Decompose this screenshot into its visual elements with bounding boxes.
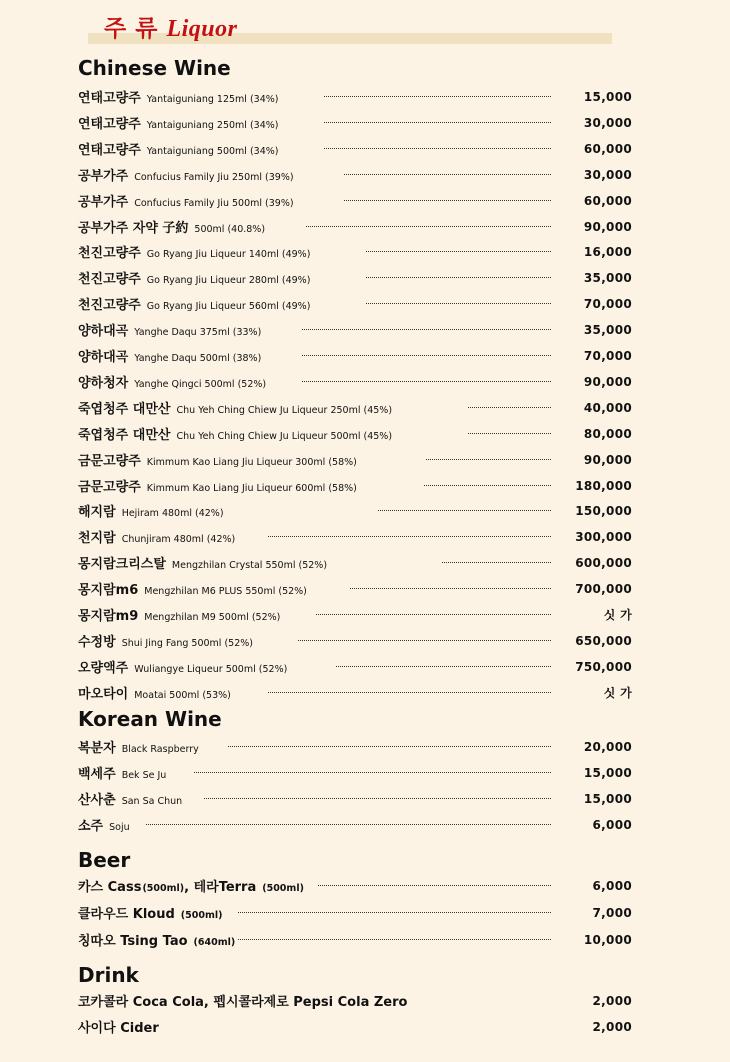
- menu-item-row: [78, 87, 632, 107]
- menu-item-english-name: Kimmum Kao Liang Jiu Liqueur 600ml (58%): [146, 482, 357, 494]
- dot-leader: [268, 532, 551, 537]
- menu-item-name: [78, 789, 182, 812]
- menu-item-korean-name: 죽엽청주 대만산: [78, 401, 171, 417]
- menu-item-name: [78, 165, 294, 188]
- menu-item-price: 40,000: [583, 400, 632, 415]
- menu-item-english-name: Yanghe Daqu 500ml (38%): [134, 353, 262, 364]
- menu-item-name: [78, 424, 392, 447]
- menu-item-name: [78, 191, 294, 214]
- menu-item-price: 60,000: [583, 193, 632, 208]
- menu-item-row: [78, 1017, 632, 1037]
- menu-item-price: 2,000: [592, 994, 632, 1008]
- menu-item-english-name: 500ml (40.8%): [194, 223, 266, 235]
- menu-item-row: [78, 789, 632, 809]
- dot-leader: [426, 455, 551, 460]
- menu-item-korean-name: 복분자: [78, 741, 116, 756]
- menu-item-korean-name: 클라우드 Kloud: [78, 907, 175, 922]
- menu-item-name: [78, 1017, 159, 1039]
- menu-item-row: [78, 763, 632, 783]
- menu-item-price: 싯 가: [603, 608, 632, 622]
- menu-item-korean-name: 양하대곡: [78, 350, 129, 365]
- menu-item-korean-name: 공부가주 자약 子約: [78, 220, 189, 236]
- menu-item-english-name: Moatai 500ml (53%): [134, 689, 231, 701]
- menu-item-name: [78, 242, 310, 265]
- menu-item-row: [78, 657, 632, 677]
- menu-item-name: [78, 763, 166, 786]
- menu-item-price: 15,000: [583, 792, 632, 806]
- menu-item-name: [78, 579, 307, 602]
- dot-leader: [306, 222, 551, 227]
- dot-leader: [238, 935, 551, 940]
- menu-item-english-name: Yanghe Daqu 375ml (33%): [134, 327, 262, 339]
- menu-item-english-name: Shui Jing Fang 500ml (52%): [121, 637, 253, 649]
- menu-item-row: [78, 930, 632, 950]
- menu-item-korean-name: 오량액주: [78, 660, 129, 676]
- menu-item-price: 2,000: [592, 1020, 632, 1034]
- menu-item-english-name: Yantaiguniang 250ml (34%): [146, 119, 279, 131]
- menu-item-english-name: Chunjiram 480ml (42%): [121, 534, 236, 546]
- menu-item-korean-name: 칭따오 Tsing Tao: [78, 934, 188, 949]
- dot-leader: [378, 506, 551, 511]
- menu-item-row: [78, 398, 632, 418]
- menu-item-name: [78, 217, 265, 240]
- menu-item-english-name: Yantaiguniang 125ml (34%): [146, 94, 279, 105]
- menu-item-english-name: (500ml): [180, 910, 223, 921]
- menu-item-korean-name: 금문고량주: [78, 453, 141, 469]
- menu-item-korean-name: 몽지람크리스탈: [78, 557, 166, 573]
- dot-leader: [324, 118, 551, 123]
- menu-item-name: [78, 139, 279, 162]
- menu-item-price: 60,000: [583, 141, 632, 156]
- menu-item-price: 싯 가: [603, 685, 632, 700]
- dot-leader: [238, 908, 551, 913]
- menu-item-english-name: Chu Yeh Ching Chiew Ju Liqueur 250ml (45%): [176, 404, 393, 416]
- dot-leader: [302, 325, 551, 330]
- dot-leader: [298, 636, 551, 641]
- menu-item-row: [78, 268, 632, 288]
- menu-item-name: [78, 553, 327, 576]
- menu-item-name: [78, 683, 231, 706]
- menu-item-english-name: Chu Yeh Ching Chiew Ju Liqueur 500ml (45%): [176, 430, 393, 442]
- menu-item-english-name: Confucius Family Jiu 500ml (39%): [134, 197, 294, 209]
- menu-item-english-name: Yantaiguniang 500ml (34%): [146, 145, 279, 157]
- dot-leader: [228, 742, 551, 747]
- menu-item-volume: (500ml): [142, 883, 185, 894]
- menu-item-row: [78, 903, 632, 923]
- menu-item-english-name: Black Raspberry: [121, 744, 199, 755]
- menu-item-price: 90,000: [583, 374, 632, 389]
- dot-leader: [302, 351, 551, 356]
- menu-item-korean-name: 양하대곡: [78, 324, 129, 340]
- menu-item-name: [78, 930, 235, 953]
- menu-item-row: [78, 476, 632, 496]
- menu-item-price: 650,000: [575, 633, 632, 648]
- menu-item-korean-name: 천지람: [78, 531, 116, 547]
- dot-leader: [344, 196, 551, 201]
- menu-item-name: [78, 87, 279, 110]
- dot-leader: [366, 299, 551, 304]
- menu-item-row: [78, 579, 632, 599]
- menu-item-price: 30,000: [583, 167, 632, 182]
- menu-item-name: [78, 346, 261, 369]
- menu-item-korean-name: 천진고량주: [78, 298, 141, 314]
- menu-item-row: [78, 217, 632, 237]
- menu-item-price: 90,000: [583, 452, 632, 467]
- menu-item-korean-name: 연태고량주: [78, 116, 141, 132]
- menu-item-korean-name: 죽엽청주 대만산: [78, 427, 171, 443]
- menu-item-korean-name: 공부가주: [78, 194, 129, 210]
- menu-item-price: 35,000: [583, 323, 632, 338]
- menu-item-row: [78, 605, 632, 625]
- dot-leader: [194, 768, 551, 773]
- menu-item-price: 10,000: [583, 933, 632, 947]
- menu-item-name: [78, 657, 287, 680]
- menu-item-price: 150,000: [575, 504, 632, 519]
- menu-item-row: [78, 346, 632, 366]
- menu-item-price: 180,000: [575, 478, 632, 493]
- menu-item-korean-name: 연태고량주: [78, 91, 141, 106]
- menu-item-english-name: Go Ryang Jiu Liqueur 560ml (49%): [146, 301, 311, 313]
- menu-item-row: [78, 294, 632, 314]
- dot-leader: [146, 820, 551, 825]
- menu-item-name: [78, 113, 279, 136]
- menu-item-row: [78, 113, 632, 133]
- menu-item-korean-name: 몽지람m6: [78, 583, 139, 599]
- menu-item-name: [78, 294, 310, 317]
- menu-item-english-name: Bek Se Ju: [121, 770, 167, 781]
- menu-item-row: [78, 191, 632, 211]
- menu-item-korean-name: 천진고량주: [78, 272, 141, 288]
- dot-leader: [350, 584, 551, 589]
- menu-item-row: [78, 991, 632, 1011]
- menu-item-row: [78, 876, 632, 896]
- menu-item-name: [78, 398, 392, 421]
- menu-item-price: 7,000: [592, 906, 632, 920]
- menu-item-price: 80,000: [583, 426, 632, 441]
- menu-item-english-name: Wuliangye Liqueur 500ml (52%): [134, 663, 288, 675]
- dot-leader: [442, 558, 551, 563]
- menu-item-price: 70,000: [583, 349, 632, 363]
- menu-item-korean-name: 몽지람m9: [78, 609, 139, 624]
- menu-item-english-name: Confucius Family Jiu 250ml (39%): [134, 171, 294, 183]
- menu-item-name: [78, 815, 130, 838]
- menu-item-name: [78, 372, 266, 395]
- menu-item-row: [78, 424, 632, 444]
- menu-item-korean-name: 산사춘: [78, 793, 116, 808]
- dot-leader: [204, 794, 551, 799]
- menu-item-english-name: Mengzhilan Crystal 550ml (52%): [171, 560, 328, 572]
- menu-item-row: [78, 372, 632, 392]
- menu-item-korean-name-2: , 테라Terra: [184, 880, 257, 895]
- menu-item-english-name: Mengzhilan M6 PLUS 550ml (52%): [144, 586, 307, 598]
- menu-item-english-name: Soju: [109, 822, 130, 833]
- dot-leader: [318, 881, 551, 886]
- dot-leader: [324, 144, 551, 149]
- menu-item-korean-name: 천진고량주: [78, 246, 141, 262]
- dot-leader: [366, 273, 551, 278]
- menu-item-korean-name: 양하청자: [78, 375, 129, 391]
- menu-item-price: 20,000: [583, 740, 632, 754]
- menu-item-korean-name: 해지람: [78, 505, 116, 521]
- dot-leader: [468, 403, 551, 408]
- menu-item-name: [78, 527, 235, 550]
- menu-item-name: [78, 450, 357, 473]
- menu-item-name: [78, 268, 310, 291]
- menu-item-row: [78, 631, 632, 651]
- menu-item-name: [78, 476, 357, 499]
- dot-leader: [316, 610, 551, 615]
- menu-item-row: [78, 242, 632, 262]
- menu-item-korean-name: 수정방: [78, 634, 116, 650]
- menu-item-english-name: (500ml): [262, 883, 304, 894]
- menu-item-name: [78, 903, 222, 926]
- menu-item-row: [78, 683, 632, 703]
- menu-item-english-name: Kimmum Kao Liang Jiu Liqueur 300ml (58%): [146, 456, 357, 468]
- menu-item-name: [78, 991, 407, 1013]
- menu-item-name: [78, 501, 224, 524]
- menu-item-korean-name: 백세주: [78, 767, 116, 782]
- section-title-korean-wine: Korean Wine: [78, 707, 222, 731]
- menu-item-row: [78, 139, 632, 159]
- section-title-chinese-wine: Chinese Wine: [78, 56, 231, 80]
- section-title-beer: Beer: [78, 848, 131, 872]
- dot-leader: [344, 170, 551, 175]
- dot-leader: [366, 247, 551, 252]
- menu-title: [104, 10, 237, 43]
- menu-item-row: [78, 737, 632, 757]
- menu-item-price: 30,000: [583, 115, 632, 130]
- menu-header: [88, 8, 612, 48]
- menu-item-row: [78, 450, 632, 470]
- menu-item-price: 16,000: [583, 245, 632, 260]
- menu-item-english-name: Go Ryang Jiu Liqueur 140ml (49%): [146, 249, 311, 261]
- menu-item-english-name: (640ml): [193, 937, 236, 948]
- menu-item-korean-name: 카스 Cass: [78, 880, 142, 895]
- menu-item-price: 35,000: [583, 271, 632, 286]
- menu-item-korean-name: 금문고량주: [78, 479, 141, 495]
- menu-item-row: [78, 320, 632, 340]
- section-title-drink: Drink: [78, 963, 139, 987]
- menu-item-english-name: Hejiram 480ml (42%): [121, 508, 224, 520]
- menu-item-name: [78, 631, 253, 654]
- menu-item-row: [78, 501, 632, 521]
- menu-item-korean-name: 코카콜라 Coca Cola, 펩시콜라제로 Pepsi Cola Zero: [78, 995, 408, 1010]
- menu-item-row: [78, 553, 632, 573]
- menu-item-price: 15,000: [583, 90, 632, 104]
- menu-item-price: 90,000: [583, 219, 632, 234]
- menu-title-english: Liquor: [166, 16, 238, 42]
- menu-item-row: [78, 527, 632, 547]
- menu-item-korean-name: 연태고량주: [78, 142, 141, 158]
- menu-item-english-name: San Sa Chun: [121, 796, 183, 807]
- menu-item-price: 700,000: [575, 582, 632, 597]
- dot-leader: [336, 662, 551, 667]
- menu-item-korean-name: 공부가주: [78, 168, 129, 184]
- menu-item-price: 600,000: [575, 556, 632, 571]
- menu-item-name: [78, 737, 199, 760]
- dot-leader: [424, 481, 551, 486]
- dot-leader: [468, 429, 551, 434]
- menu-item-price: 70,000: [583, 297, 632, 312]
- menu-item-english-name: Go Ryang Jiu Liqueur 280ml (49%): [146, 275, 311, 287]
- menu-item-korean-name: 소주: [78, 819, 104, 834]
- dot-leader: [302, 377, 551, 382]
- menu-title-korean: 주 류: [104, 15, 158, 42]
- menu-item-price: 6,000: [592, 879, 632, 893]
- menu-item-name: [78, 605, 280, 628]
- menu-item-row: [78, 165, 632, 185]
- menu-item-korean-name: 마오타이: [78, 686, 129, 702]
- menu-item-korean-name: 사이다 Cider: [78, 1021, 159, 1036]
- menu-item-english-name: Yanghe Qingci 500ml (52%): [134, 378, 267, 390]
- menu-item-price: 750,000: [575, 659, 632, 674]
- menu-item-english-name: Mengzhilan M9 500ml (52%): [144, 612, 281, 623]
- menu-item-name: [78, 320, 261, 343]
- dot-leader: [268, 688, 551, 693]
- menu-item-price: 6,000: [592, 818, 632, 832]
- dot-leader: [324, 92, 551, 97]
- menu-item-price: 300,000: [575, 530, 632, 545]
- menu-item-name: [78, 876, 304, 899]
- menu-item-row: [78, 815, 632, 835]
- menu-item-price: 15,000: [583, 766, 632, 780]
